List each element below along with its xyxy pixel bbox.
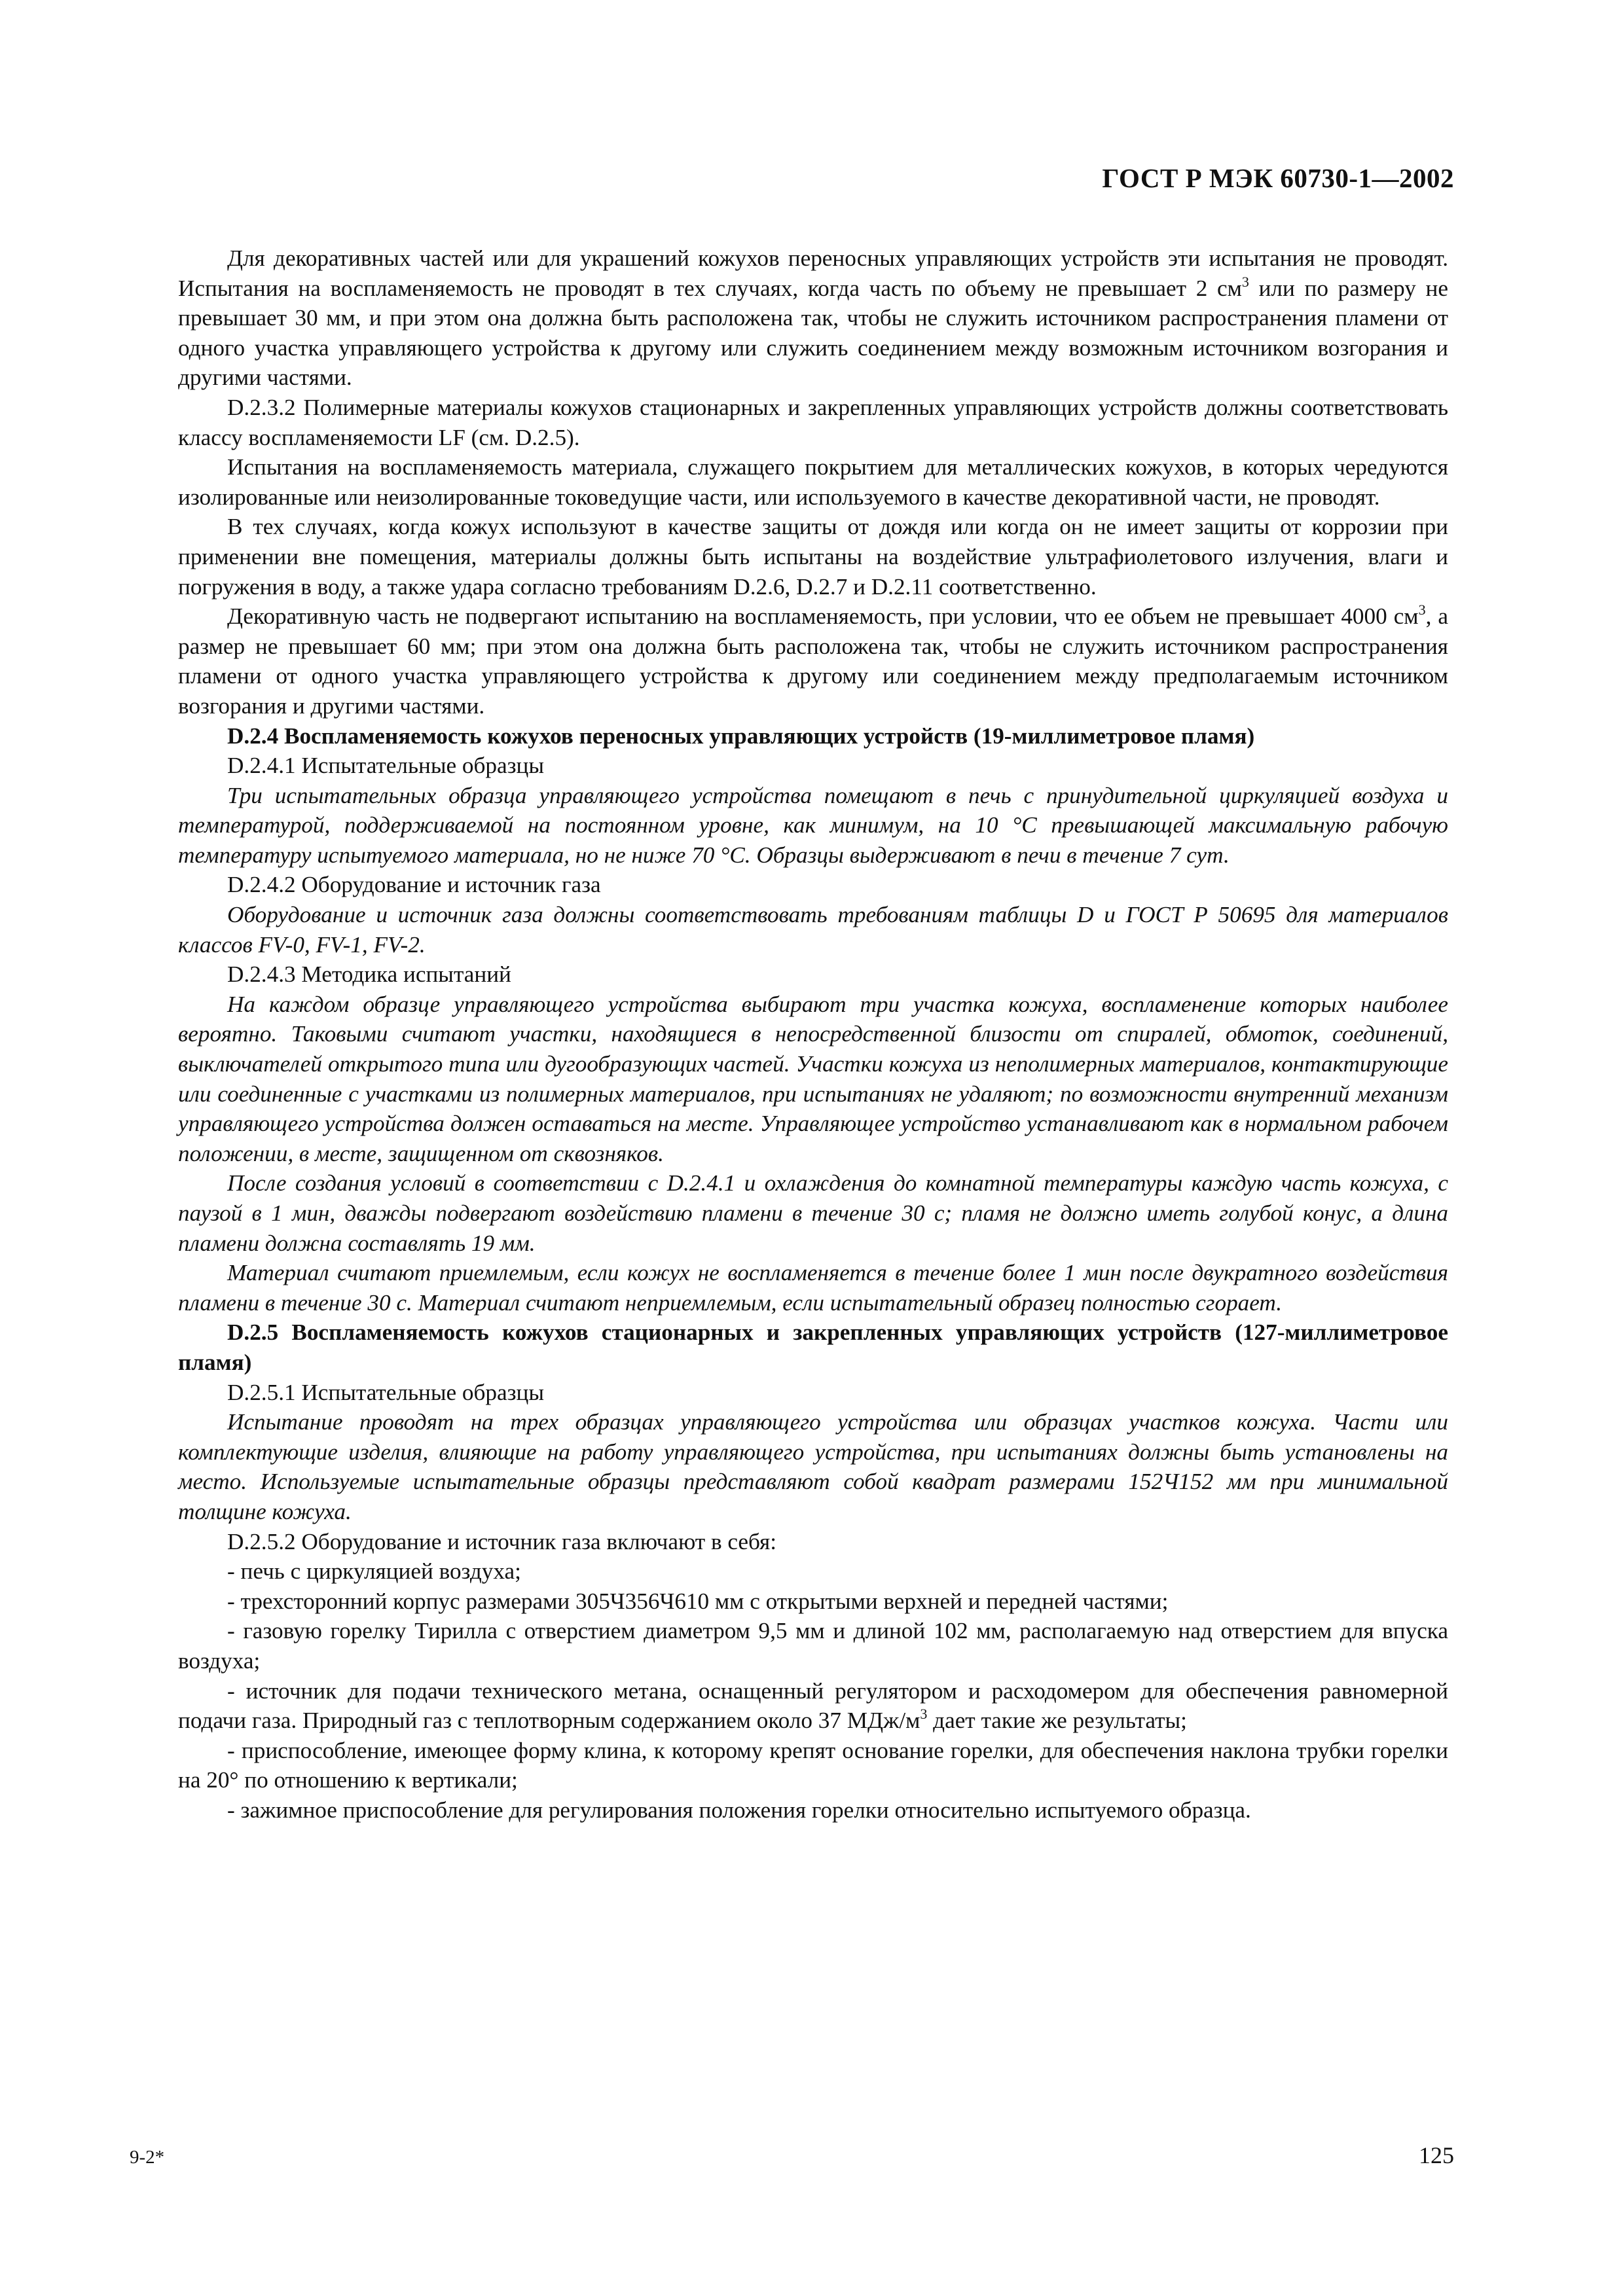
paragraph: D.2.3.2 Полимерные материалы кожухов стационарных и закрепленных управляющих устройств должны соответствовать классу воспламеняемости LF (см. D.2.5).: [178, 394, 1448, 450]
subsection-title-d242: D.2.4.2 Оборудование и источник газа: [227, 872, 601, 898]
section-heading-d25: D.2.5 Воспламеняемость кожухов стационарных и закрепленных управляющих устройств (127-миллиметровое пламя): [178, 1319, 1448, 1375]
subsection-title-d243: D.2.4.3 Методика испытаний: [227, 961, 511, 988]
italic-paragraph: Три испытательных образца управляющего устройства помещают в печь с принудительной циркуляцией воздуха и температурой, поддерживаемой на постоянном уровне, как минимум, на 10 °С превышающей максимальную рабочую температуру испытуемого материала, но не ниже 70 °С. Образцы выдерживают в печи в течение 7 сут.: [178, 782, 1448, 868]
list-item: - трехсторонний корпус размерами 305Ч356Ч610 мм с открытыми верхней и передней частями;: [227, 1588, 1169, 1614]
list-item: - газовую горелку Тирилла с отверстием диаметром 9,5 мм и длиной 102 мм, располагаемую над отверстием для впуска воздуха;: [178, 1618, 1448, 1674]
subsection-title-d251: D.2.5.1 Испытательные образцы: [227, 1379, 544, 1405]
page-number: 125: [1419, 2142, 1454, 2168]
subsection-title-d252: D.2.5.2 Оборудование и источник газа включают в себя:: [227, 1528, 777, 1554]
subsection-title-d241: D.2.4.1 Испытательные образцы: [227, 753, 544, 779]
list-item: - приспособление, имеющее форму клина, к которому крепят основание горелки, для обеспечения наклона трубки горелки на 20° по отношению к вертикали;: [178, 1737, 1448, 1793]
list-item: - источник для подачи технического метана, оснащенный регулятором и расходомером для обеспечения равномерной подачи газа. Природный газ с теплотворным содержанием около 37 МДж/$м^3$ дает такие же результаты;: [178, 1677, 1448, 1734]
document-body: [178, 243, 1448, 1825]
section-heading-d24: D.2.4 Воспламеняемость кожухов переносных управляющих устройств (19-миллиметровое пламя): [227, 723, 1255, 749]
italic-paragraph: На каждом образце управляющего устройства выбирают три участка кожуха, воспламенение которых наиболее вероятно. Таковыми считают участки, находящиеся в непосредственной близости от спиралей, обмоток, соединений, выключателей открытого типа или дугообразующих частей. Участки кожуха из неполимерных материалов, контактирующие или соединенные с участками из полимерных материалов, при испытаниях не удаляют; по возможности внутренний механизм управляющего устройства должен оставаться на месте. Управляющее устройство устанавливают как в нормальном рабочем положении, в месте, защищенном от сквозняков.: [178, 991, 1448, 1166]
footer-signature-mark: 9-2*: [130, 2147, 165, 2168]
paragraph: Для декоративных частей или для украшений кожухов переносных управляющих устройств эти испытания не проводят. Испытания на воспламеняемость не проводят в тех случаях, когда часть по объему не превышает 2 $см^3$ или по размеру не превышает 30 мм, и при этом она должна быть расположена так, чтобы не служить источником распространения пламени от одного участка управляющего устройства к другому или служить соединением между возможным источником возгорания и другими частями.: [178, 245, 1448, 391]
paragraph: Декоративную часть не подвергают испытанию на воспламеняемость, при условии, что ее объем не превышает 4000 $см^3$, а размер не превышает 60 мм; при этом она должна быть расположена так, чтобы не служить источником распространения пламени от одного участка управляющего устройства к другому или соединением между предполагаемым источником возгорания и другими частями.: [178, 601, 1448, 719]
list-item: - печь с циркуляцией воздуха;: [227, 1558, 521, 1585]
list-item: - зажимное приспособление для регулирования положения горелки относительно испытуемого образца.: [227, 1797, 1251, 1823]
document-header: ГОСТ Р МЭК 60730-1—2002: [1102, 163, 1454, 193]
italic-paragraph: После создания условий в соответствии с D.2.4.1 и охлаждения до комнатной температуры каждую часть кожуха, с паузой в 1 мин, дважды подвергают воздействию пламени в течение 30 с; пламя не должно иметь голубой конус, а длина пламени должна составлять 19 мм.: [178, 1170, 1448, 1256]
paragraph: Испытания на воспламеняемость материала, служащего покрытием для металлических кожухов, в которых чередуются изолированные или неизолированные токоведущие части, или используемого в качестве декоративной части, не проводят.: [178, 454, 1448, 510]
italic-paragraph: Оборудование и источник газа должны соответствовать требованиям таблицы D и ГОСТ Р 50695 для материалов классов FV-0, FV-1, FV-2.: [178, 902, 1448, 958]
paragraph: В тех случаях, когда кожух используют в качестве защиты от дождя или когда он не имеет защиты от коррозии при применении вне помещения, материалы должны быть испытаны на воздействие ультрафиолетового излучения, влаги и погружения в воду, а также удара согласно требованиям D.2.6, D.2.7 и D.2.11 соответственно.: [178, 514, 1448, 600]
italic-paragraph: Испытание проводят на трех образцах управляющего устройства или образцах участков кожуха. Части или комплектующие изделия, влияющие на работу управляющего устройства, при испытаниях должны быть установлены на место. Используемые испытательные образцы представляют собой квадрат размерами 152Ч152 мм при минимальной толщине кожуха.: [178, 1409, 1448, 1524]
italic-paragraph: Материал считают приемлемым, если кожух не воспламеняется в течение более 1 мин после двукратного воздействия пламени в течение 30 с. Материал считают неприемлемым, если испытательный образец полностью сгорает.: [178, 1260, 1448, 1316]
